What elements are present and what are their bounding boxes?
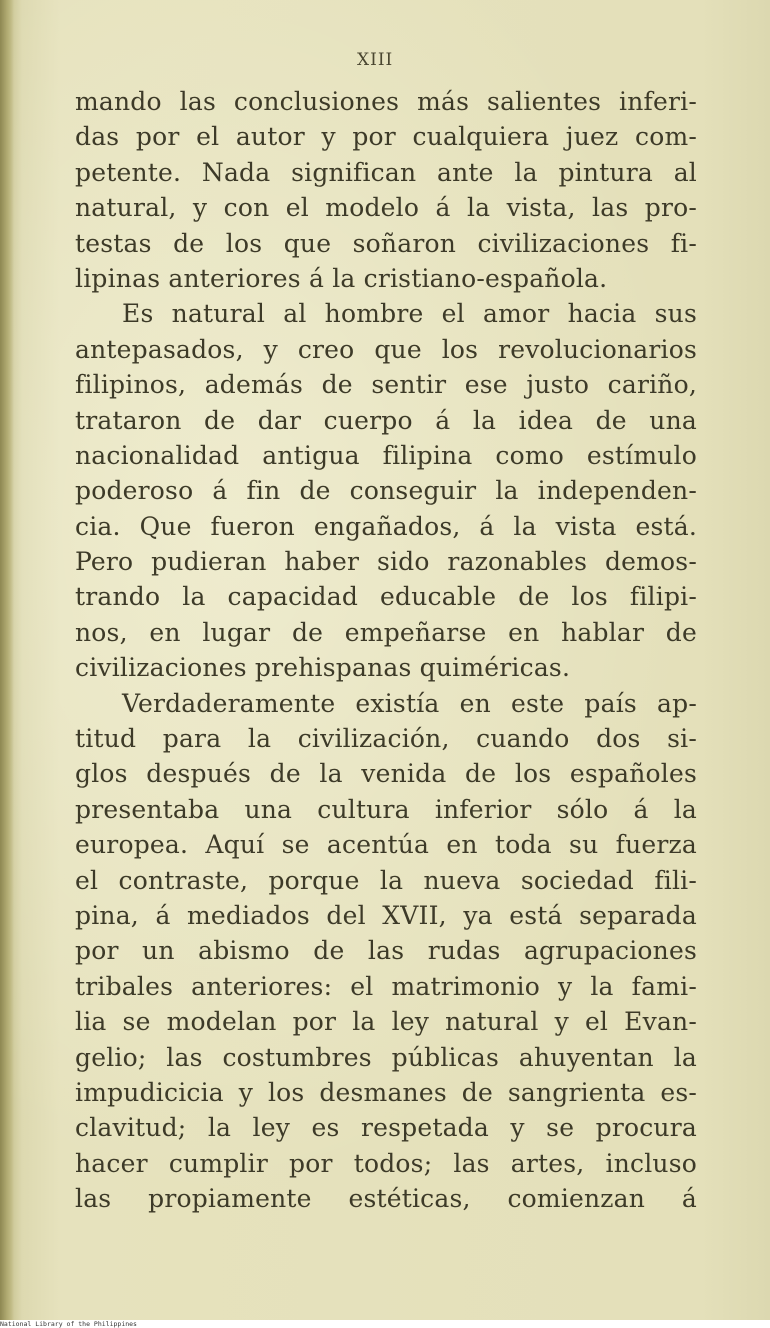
text-line: las propiamente estéticas, comienzan á [75, 1184, 697, 1214]
binding-shadow [0, 0, 14, 1320]
text-line: el contraste, porque la nueva sociedad fili- [75, 865, 697, 895]
text-line: lipinas anteriores á la cristiano-española. [75, 263, 608, 293]
text-line: hacer cumplir por todos; las artes, incluso [75, 1148, 697, 1178]
text-line: por un abismo de las rudas agrupaciones [75, 936, 697, 966]
library-credit: National Library of the Philippines [0, 1320, 137, 1328]
text-line: poderoso á fin de conseguir la independen- [75, 476, 697, 506]
text-line: impudicicia y los desmanes de sangrienta es- [75, 1077, 697, 1107]
text-line: trando la capacidad educable de los filipi- [75, 582, 697, 612]
text-line: petente. Nada significan ante la pintura al [75, 157, 697, 187]
text-line: clavitud; la ley es respetada y se procura [75, 1113, 697, 1143]
text-line: natural, y con el modelo á la vista, las pro- [75, 193, 697, 223]
text-line: europea. Aquí se acentúa en toda su fuerza [75, 830, 697, 860]
text-line: Pero pudieran haber sido razonables demos- [75, 547, 697, 577]
text-line: nacionalidad antigua filipina como estímulo [75, 440, 697, 470]
text-line: antepasados, y creo que los revolucionarios [75, 334, 697, 364]
text-line: cia. Que fueron engañados, á la vista está. [75, 511, 697, 541]
text-line: glos después de la venida de los españoles [75, 759, 697, 789]
text-line: civilizaciones prehispanas quiméricas. [75, 653, 571, 683]
body-text [75, 84, 697, 1217]
text-line: filipinos, además de sentir ese justo cariño, [75, 370, 697, 400]
text-line: gelio; las costumbres públicas ahuyentan la [75, 1042, 697, 1072]
paragraph-start-line: Es natural al hombre el amor hacia sus [122, 299, 697, 329]
text-line: titud para la civilización, cuando dos si- [75, 724, 697, 754]
text-line: das por el autor y por cualquiera juez com- [75, 122, 697, 152]
text-line: testas de los que soñaron civilizaciones fi- [75, 228, 697, 258]
text-line: mando las conclusiones más salientes inferi- [75, 87, 697, 116]
page-number: XIII [357, 50, 394, 70]
text-line: trataron de dar cuerpo á la idea de una [75, 405, 697, 435]
paragraph-start-line: Verdaderamente existía en este país ap- [122, 688, 697, 718]
text-line: nos, en lugar de empeñarse en hablar de [75, 617, 697, 647]
text-line: tribales anteriores: el matrimonio y la fami- [75, 971, 697, 1001]
text-line: pina, á mediados del XVII, ya está separada [75, 900, 697, 930]
text-line: lia se modelan por la ley natural y el Evan- [75, 1007, 697, 1037]
text-line: presentaba una cultura inferior sólo á la [75, 794, 697, 824]
